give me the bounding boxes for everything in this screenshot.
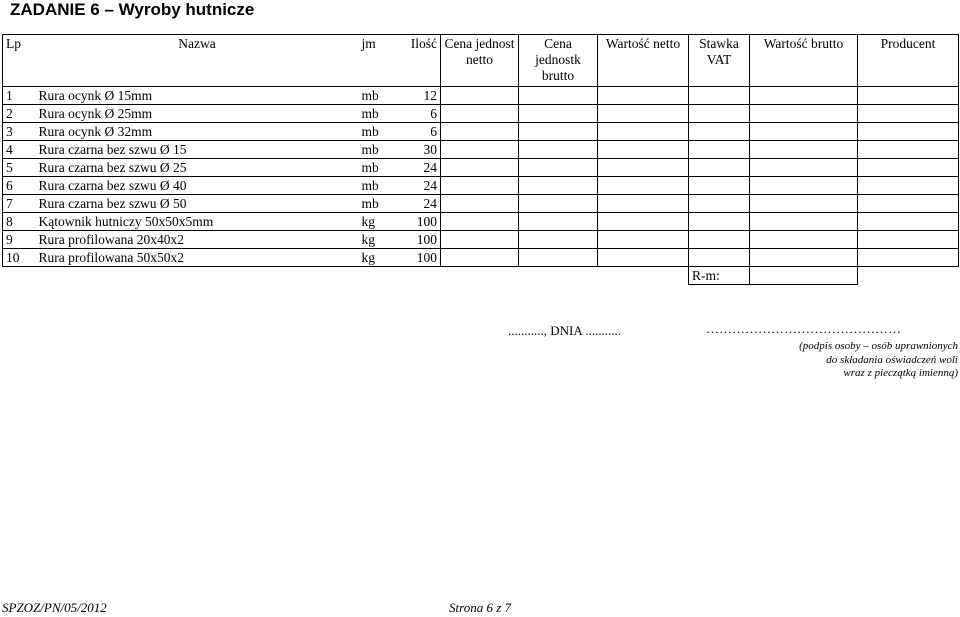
cell-jm: kg [359, 249, 396, 267]
cell-producent [858, 249, 959, 267]
footer-doc-id: SPZOZ/PN/05/2012 [2, 600, 107, 615]
cell-lp: 3 [3, 123, 36, 141]
cell-lp: 4 [3, 141, 36, 159]
cell-cena-netto [441, 123, 519, 141]
cell-jm: mb [359, 195, 396, 213]
cell-wartosc-netto [598, 87, 689, 105]
summary-wartosc-brutto [750, 267, 858, 285]
cell-producent [858, 105, 959, 123]
table-row [3, 123, 959, 141]
cell-wartosc-netto [598, 195, 689, 213]
cell-nazwa: Rura czarna bez szwu Ø 40 [36, 177, 359, 195]
cell-wartosc-brutto [750, 177, 858, 195]
cell-cena-netto [441, 159, 519, 177]
cell-nazwa: Rura profilowana 20x40x2 [36, 231, 359, 249]
table-row [3, 213, 959, 231]
cell-stawka-vat [689, 105, 750, 123]
cell-cena-brutto [519, 123, 598, 141]
cell-ilosc: 30 [396, 141, 441, 159]
cell-jm: mb [359, 177, 396, 195]
cell-ilosc: 6 [396, 123, 441, 141]
cell-wartosc-brutto [750, 141, 858, 159]
cell-producent [858, 87, 959, 105]
cell-wartosc-brutto [750, 213, 858, 231]
cell-producent [858, 213, 959, 231]
summary-spacer-right [858, 267, 959, 285]
cell-ilosc: 24 [396, 159, 441, 177]
cell-nazwa: Rura ocynk Ø 15mm [36, 87, 359, 105]
cell-ilosc: 100 [396, 249, 441, 267]
cell-stawka-vat [689, 195, 750, 213]
header-nazwa: Nazwa [36, 35, 359, 87]
cell-ilosc: 100 [396, 231, 441, 249]
cell-jm: kg [359, 213, 396, 231]
cell-lp: 7 [3, 195, 36, 213]
cell-jm: mb [359, 141, 396, 159]
table-row [3, 105, 959, 123]
cell-cena-netto [441, 105, 519, 123]
cell-stawka-vat [689, 231, 750, 249]
header-stawka-vat: Stawka VAT [689, 35, 750, 87]
cell-lp: 9 [3, 231, 36, 249]
cell-producent [858, 195, 959, 213]
table-row [3, 231, 959, 249]
cell-stawka-vat [689, 177, 750, 195]
place-date-text: ..........., DNIA ........... [508, 323, 622, 338]
cell-producent [858, 159, 959, 177]
cell-wartosc-brutto [750, 195, 858, 213]
header-cena-netto: Cena jednost netto [441, 35, 519, 87]
cell-wartosc-netto [598, 123, 689, 141]
cell-cena-netto [441, 177, 519, 195]
cell-jm: mb [359, 123, 396, 141]
signature-note-line-2: do składania oświadczeń woli [826, 354, 958, 366]
cell-stawka-vat [689, 123, 750, 141]
cell-jm: kg [359, 231, 396, 249]
cell-nazwa: Rura czarna bez szwu Ø 15 [36, 141, 359, 159]
cell-ilosc: 100 [396, 213, 441, 231]
cell-cena-netto [441, 141, 519, 159]
cell-cena-brutto [519, 87, 598, 105]
cell-ilosc: 12 [396, 87, 441, 105]
cell-lp: 6 [3, 177, 36, 195]
page-title: ZADANIE 6 – Wyroby hutnicze [10, 0, 255, 19]
signature-dots: ……………………………………… [706, 321, 901, 336]
cell-cena-brutto [519, 159, 598, 177]
cell-cena-brutto [519, 213, 598, 231]
cell-nazwa: Rura profilowana 50x50x2 [36, 249, 359, 267]
signature-note-line-3: wraz z pieczątką imienną) [843, 367, 958, 379]
cell-wartosc-brutto [750, 249, 858, 267]
cell-lp: 5 [3, 159, 36, 177]
cell-cena-netto [441, 87, 519, 105]
cell-ilosc: 24 [396, 195, 441, 213]
cell-cena-brutto [519, 249, 598, 267]
cell-producent [858, 231, 959, 249]
summary-label: R-m: [689, 267, 750, 285]
cell-wartosc-brutto [750, 159, 858, 177]
cell-nazwa: Rura czarna bez szwu Ø 25 [36, 159, 359, 177]
cell-producent [858, 123, 959, 141]
footer-page-number: Strona 6 z 7 [449, 600, 511, 615]
cell-cena-netto [441, 213, 519, 231]
cell-lp: 10 [3, 249, 36, 267]
header-lp: Lp [3, 35, 36, 87]
table-row [3, 87, 959, 105]
cell-cena-brutto [519, 105, 598, 123]
cell-ilosc: 24 [396, 177, 441, 195]
cell-stawka-vat [689, 159, 750, 177]
cell-wartosc-netto [598, 141, 689, 159]
cell-cena-brutto [519, 231, 598, 249]
cell-stawka-vat [689, 249, 750, 267]
table-row [3, 159, 959, 177]
cell-wartosc-netto [598, 177, 689, 195]
table-row [3, 249, 959, 267]
summary-spacer [3, 267, 689, 285]
table-row [3, 141, 959, 159]
cell-stawka-vat [689, 141, 750, 159]
header-wartosc-netto: Wartość netto [598, 35, 689, 87]
cell-wartosc-netto [598, 249, 689, 267]
cell-nazwa: Rura ocynk Ø 32mm [36, 123, 359, 141]
cell-wartosc-netto [598, 159, 689, 177]
cell-wartosc-netto [598, 231, 689, 249]
table-row [3, 195, 959, 213]
header-producent: Producent [858, 35, 959, 87]
cell-cena-netto [441, 249, 519, 267]
cell-wartosc-brutto [750, 105, 858, 123]
cell-stawka-vat [689, 213, 750, 231]
cell-cena-netto [441, 231, 519, 249]
cell-cena-brutto [519, 141, 598, 159]
cell-wartosc-netto [598, 105, 689, 123]
header-cena-brutto: Cena jednostk brutto [519, 35, 598, 87]
cell-nazwa: Kątownik hutniczy 50x50x5mm [36, 213, 359, 231]
products-table [2, 34, 959, 285]
cell-producent [858, 141, 959, 159]
cell-lp: 2 [3, 105, 36, 123]
table-header-row [3, 35, 959, 87]
cell-nazwa: Rura ocynk Ø 25mm [36, 105, 359, 123]
cell-nazwa: Rura czarna bez szwu Ø 50 [36, 195, 359, 213]
cell-cena-brutto [519, 177, 598, 195]
header-wartosc-brutto: Wartość brutto [750, 35, 858, 87]
cell-jm: mb [359, 159, 396, 177]
cell-jm: mb [359, 87, 396, 105]
table-row [3, 177, 959, 195]
cell-wartosc-brutto [750, 123, 858, 141]
cell-cena-netto [441, 195, 519, 213]
cell-cena-brutto [519, 195, 598, 213]
summary-row [3, 267, 959, 285]
cell-lp: 1 [3, 87, 36, 105]
header-ilosc: Ilość [396, 35, 441, 87]
cell-producent [858, 177, 959, 195]
cell-wartosc-brutto [750, 87, 858, 105]
cell-wartosc-brutto [750, 231, 858, 249]
cell-lp: 8 [3, 213, 36, 231]
header-jm: jm [359, 35, 396, 87]
signature-place-date [508, 323, 621, 339]
cell-ilosc: 6 [396, 105, 441, 123]
signature-note-line-1: (podpis osoby – osób uprawnionych [799, 340, 958, 352]
cell-jm: mb [359, 105, 396, 123]
cell-stawka-vat [689, 87, 750, 105]
cell-wartosc-netto [598, 213, 689, 231]
